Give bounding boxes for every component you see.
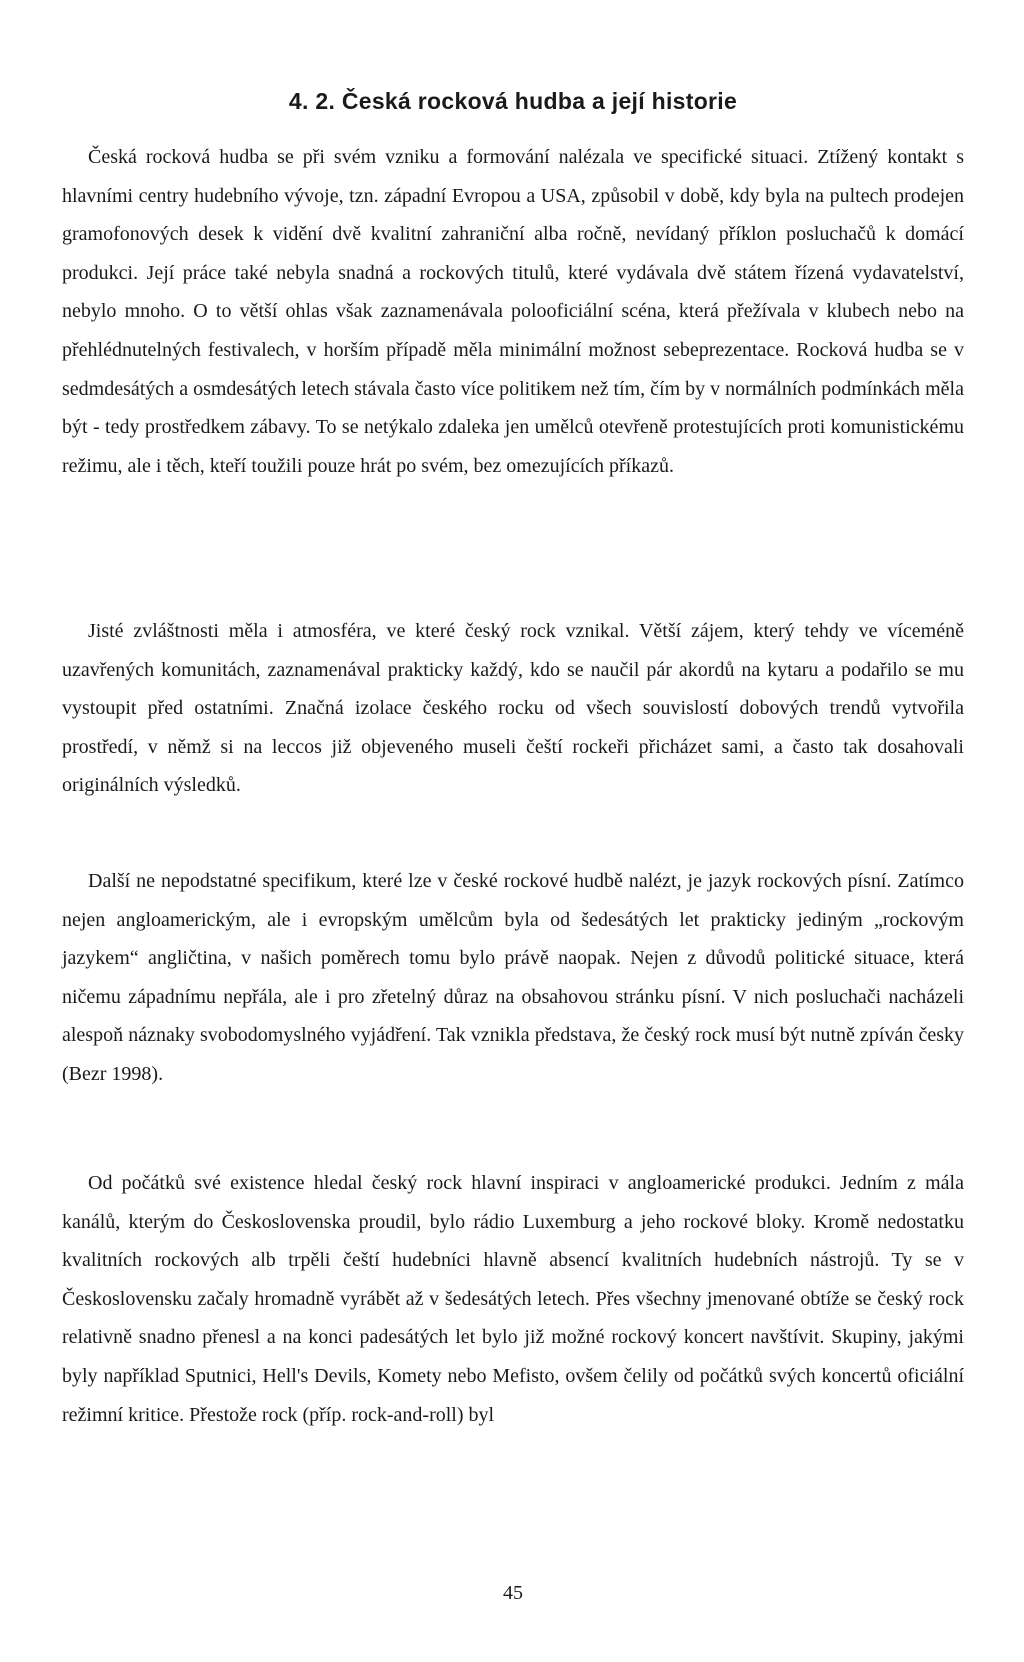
document-page (62, 0, 964, 1662)
paragraph-1: Česká rocková hudba se při svém vzniku a formování nalézala ve specifické situaci. Ztížený kontakt s hlavními centry hudebního vývoje, tzn. západní Evropou a USA, způsobil v době, kdy byla na pultech prodejen gramofonových desek k vidění dvě kvalitní zahraniční alba ročně, nevídaný příklon posluchačů k domácí produkci. Její práce také nebyla snadná a rockových titulů, které vydávala dvě státem řízená vydavatelství, nebylo mnoho. O to větší ohlas však zaznamenávala polooficiální scéna, která přežívala v klubech nebo na přehlédnutelných festivalech, v horším případě měla minimální možnost sebeprezentace. Rocková hudba se v sedmdesátých a osmdesátých letech stávala často více politikem než tím, čím by v normálních podmínkách měla být - tedy prostředkem zábavy. To se netýkalo zdaleka jen umělců otevřeně protestujících proti komunistickému režimu, ale i těch, kteří toužili pouze hrát po svém, bez omezujících příkazů. (62, 146, 964, 477)
paragraph-4: Od počátků své existence hledal český rock hlavní inspiraci v angloamerické produkci. Jedním z mála kanálů, kterým do Československa proudil, bylo rádio Luxemburg a jeho rockové bloky. Kromě nedostatku kvalitních rockových alb trpěli čeští hudebníci hlavně absencí kvalitních hudebních nástrojů. Ty se v Československu začaly hromadně vyrábět až v šedesátých letech. Přes všechny jmenované obtíže se český rock relativně snadno přenesl a na konci padesátých let bylo již možné rockový koncert navštívit. Skupiny, jakými byly například Sputnici, Hell's Devils, Komety nebo Mefisto, ovšem čelily od počátků svých koncertů oficiální režimní kritice. Přestože rock (příp. rock-and-roll) byl (62, 1172, 964, 1426)
page-number: 45 (503, 1582, 523, 1604)
paragraph-2: Jisté zvláštnosti měla i atmosféra, ve které český rock vznikal. Větší zájem, který tehdy ve víceméně uzavřených komunitách, zaznamenával prakticky každý, kdo se naučil pár akordů na kytaru a podařilo se mu vystoupit před ostatními. Značná izolace českého rocku od všech souvislostí dobových trendů vytvořila prostředí, v němž si na leccos již objeveného museli čeští rockeři přicházet sami, a často tak dosahovali originálních výsledků. (62, 620, 964, 797)
paragraph-3: Další ne nepodstatné specifikum, které lze v české rockové hudbě nalézt, je jazyk rockových písní. Zatímco nejen angloamerickým, ale i evropským umělcům byla od šedesátých let prakticky jediným „rockovým jazykem“ angličtina, v našich poměrech tomu bylo právě naopak. Nejen z důvodů politické situace, která ničemu západnímu nepřála, ale i pro zřetelný důraz na obsahovou stránku písní. V nich posluchači nacházeli alespoň náznaky svobodomyslného vyjádření. Tak vznikla představa, že český rock musí být nutně zpíván česky (Bezr 1998). (62, 870, 964, 1085)
section-heading: 4. 2. Česká rocková hudba a její historie (288, 88, 738, 114)
